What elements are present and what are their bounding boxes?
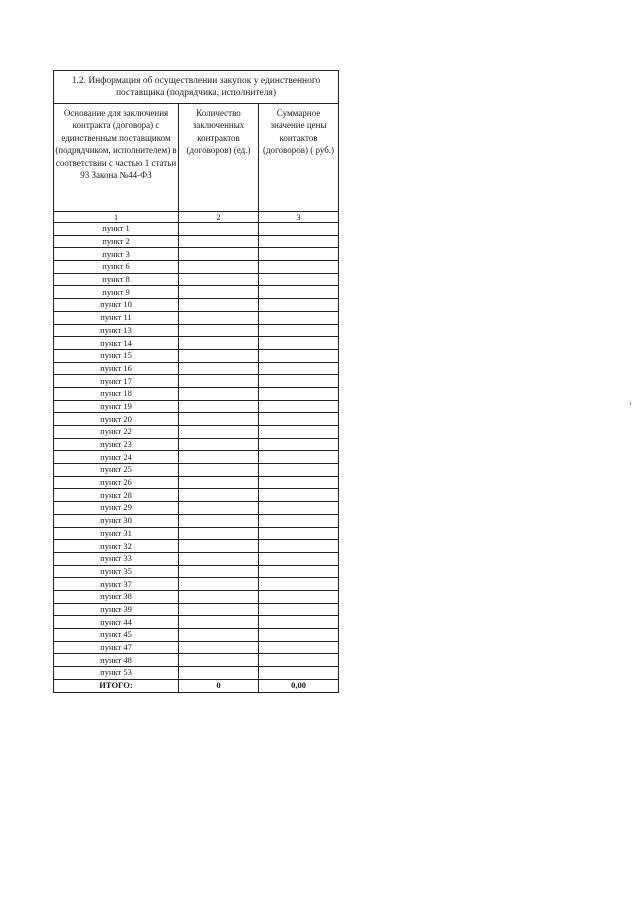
row-basis: пункт 33 (54, 552, 179, 565)
scan-speck (630, 402, 631, 405)
table-row (54, 514, 339, 527)
table-row (54, 527, 339, 540)
row-sum-cell (259, 426, 339, 439)
table-row (54, 552, 339, 565)
row-sum-cell (259, 603, 339, 616)
row-basis: пункт 47 (54, 641, 179, 654)
row-sum-cell (259, 565, 339, 578)
table-row (54, 489, 339, 502)
table-row (54, 400, 339, 413)
procurement-table (53, 70, 339, 693)
table-row (54, 311, 339, 324)
table-row (54, 629, 339, 642)
row-count-cell (179, 527, 259, 540)
table-row (54, 362, 339, 375)
table-row (54, 375, 339, 388)
table-caption: 1.2. Информация об осуществлении закупок у единственного поставщика (подрядчика, исполнителя) (54, 71, 339, 104)
row-count-cell (179, 299, 259, 312)
row-sum-cell (259, 667, 339, 680)
column-number: 3 (259, 212, 339, 223)
row-sum-cell (259, 349, 339, 362)
row-basis: пункт 3 (54, 248, 179, 261)
row-sum-cell (259, 248, 339, 261)
row-sum-cell (259, 476, 339, 489)
column-number-row (54, 212, 339, 223)
table-row (54, 667, 339, 680)
row-basis: пункт 6 (54, 261, 179, 274)
row-count-cell (179, 578, 259, 591)
row-count-cell (179, 552, 259, 565)
row-basis: пункт 38 (54, 590, 179, 603)
caption-row (54, 71, 339, 104)
total-row (54, 679, 339, 692)
row-sum-cell (259, 362, 339, 375)
table-row (54, 273, 339, 286)
row-basis: пункт 16 (54, 362, 179, 375)
row-sum-cell (259, 337, 339, 350)
row-count-cell (179, 629, 259, 642)
row-sum-cell (259, 286, 339, 299)
row-count-cell (179, 565, 259, 578)
row-sum-cell (259, 375, 339, 388)
row-count-cell (179, 438, 259, 451)
row-count-cell (179, 489, 259, 502)
row-basis: пункт 18 (54, 387, 179, 400)
row-basis: пункт 39 (54, 603, 179, 616)
row-basis: пункт 24 (54, 451, 179, 464)
row-sum-cell (259, 654, 339, 667)
table-row (54, 248, 339, 261)
row-sum-cell (259, 400, 339, 413)
column-number: 1 (54, 212, 179, 223)
row-count-cell (179, 616, 259, 629)
table-row (54, 616, 339, 629)
row-basis: пункт 11 (54, 311, 179, 324)
row-basis: пункт 14 (54, 337, 179, 350)
row-count-cell (179, 337, 259, 350)
row-basis: пункт 28 (54, 489, 179, 502)
row-count-cell (179, 514, 259, 527)
row-count-cell (179, 502, 259, 515)
row-count-cell (179, 311, 259, 324)
row-sum-cell (259, 552, 339, 565)
table-row (54, 654, 339, 667)
row-basis: пункт 8 (54, 273, 179, 286)
row-sum-cell (259, 311, 339, 324)
row-count-cell (179, 603, 259, 616)
table-row (54, 464, 339, 477)
row-basis: пункт 53 (54, 667, 179, 680)
row-basis: пункт 20 (54, 413, 179, 426)
row-count-cell (179, 375, 259, 388)
row-basis: пункт 35 (54, 565, 179, 578)
row-sum-cell (259, 641, 339, 654)
table-row (54, 451, 339, 464)
row-count-cell (179, 223, 259, 236)
row-basis: пункт 9 (54, 286, 179, 299)
row-sum-cell (259, 616, 339, 629)
table-row (54, 337, 339, 350)
row-count-cell (179, 413, 259, 426)
table-row (54, 426, 339, 439)
table-row (54, 387, 339, 400)
row-sum-cell (259, 540, 339, 553)
row-basis: пункт 17 (54, 375, 179, 388)
row-sum-cell (259, 527, 339, 540)
total-sum: 0,00 (259, 679, 339, 692)
table-row (54, 438, 339, 451)
table-row (54, 476, 339, 489)
row-basis: пункт 22 (54, 426, 179, 439)
row-basis: пункт 1 (54, 223, 179, 236)
row-sum-cell (259, 235, 339, 248)
table-row (54, 299, 339, 312)
row-count-cell (179, 654, 259, 667)
table-row (54, 540, 339, 553)
row-count-cell (179, 641, 259, 654)
header-basis: Основание для заключения контракта (договора) с единственным поставщиком (подрядчиком, исполнителем) в соответствии с частью 1 статьи 93 Закона №44-ФЗ (54, 104, 179, 212)
row-basis: пункт 15 (54, 349, 179, 362)
table-row (54, 223, 339, 236)
row-count-cell (179, 464, 259, 477)
row-count-cell (179, 540, 259, 553)
total-count: 0 (179, 679, 259, 692)
table-row (54, 565, 339, 578)
row-count-cell (179, 387, 259, 400)
row-count-cell (179, 349, 259, 362)
row-sum-cell (259, 502, 339, 515)
row-basis: пункт 2 (54, 235, 179, 248)
row-basis: пункт 10 (54, 299, 179, 312)
header-contract-sum: Суммарное значение цены контактов (договоров) ( руб.) (259, 104, 339, 212)
row-count-cell (179, 426, 259, 439)
row-count-cell (179, 667, 259, 680)
row-sum-cell (259, 273, 339, 286)
table-row (54, 603, 339, 616)
row-sum-cell (259, 464, 339, 477)
table-row (54, 502, 339, 515)
row-sum-cell (259, 299, 339, 312)
row-basis: пункт 37 (54, 578, 179, 591)
row-basis: пункт 19 (54, 400, 179, 413)
table-row (54, 324, 339, 337)
row-basis: пункт 44 (54, 616, 179, 629)
row-sum-cell (259, 578, 339, 591)
row-basis: пункт 31 (54, 527, 179, 540)
row-count-cell (179, 286, 259, 299)
row-sum-cell (259, 489, 339, 502)
table-row (54, 590, 339, 603)
header-contract-count: Количество заключенных контрактов (договоров) (ед.) (179, 104, 259, 212)
row-count-cell (179, 261, 259, 274)
row-sum-cell (259, 261, 339, 274)
row-sum-cell (259, 629, 339, 642)
row-basis: пункт 23 (54, 438, 179, 451)
row-basis: пункт 30 (54, 514, 179, 527)
row-sum-cell (259, 387, 339, 400)
row-count-cell (179, 273, 259, 286)
table-row (54, 261, 339, 274)
row-count-cell (179, 324, 259, 337)
table-row (54, 641, 339, 654)
table-row (54, 413, 339, 426)
row-basis: пункт 26 (54, 476, 179, 489)
table-body (54, 71, 339, 693)
row-count-cell (179, 248, 259, 261)
row-count-cell (179, 362, 259, 375)
row-sum-cell (259, 451, 339, 464)
row-basis: пункт 45 (54, 629, 179, 642)
row-sum-cell (259, 324, 339, 337)
table-row (54, 578, 339, 591)
row-basis: пункт 25 (54, 464, 179, 477)
column-number: 2 (179, 212, 259, 223)
total-label: ИТОГО: (54, 679, 179, 692)
row-basis: пункт 48 (54, 654, 179, 667)
row-sum-cell (259, 413, 339, 426)
row-basis: пункт 32 (54, 540, 179, 553)
row-sum-cell (259, 514, 339, 527)
row-basis: пункт 29 (54, 502, 179, 515)
row-sum-cell (259, 223, 339, 236)
row-count-cell (179, 590, 259, 603)
row-basis: пункт 13 (54, 324, 179, 337)
row-count-cell (179, 400, 259, 413)
row-count-cell (179, 235, 259, 248)
table-row (54, 349, 339, 362)
table-row (54, 235, 339, 248)
row-sum-cell (259, 590, 339, 603)
header-row (54, 104, 339, 212)
row-count-cell (179, 476, 259, 489)
row-count-cell (179, 451, 259, 464)
table-row (54, 286, 339, 299)
row-sum-cell (259, 438, 339, 451)
